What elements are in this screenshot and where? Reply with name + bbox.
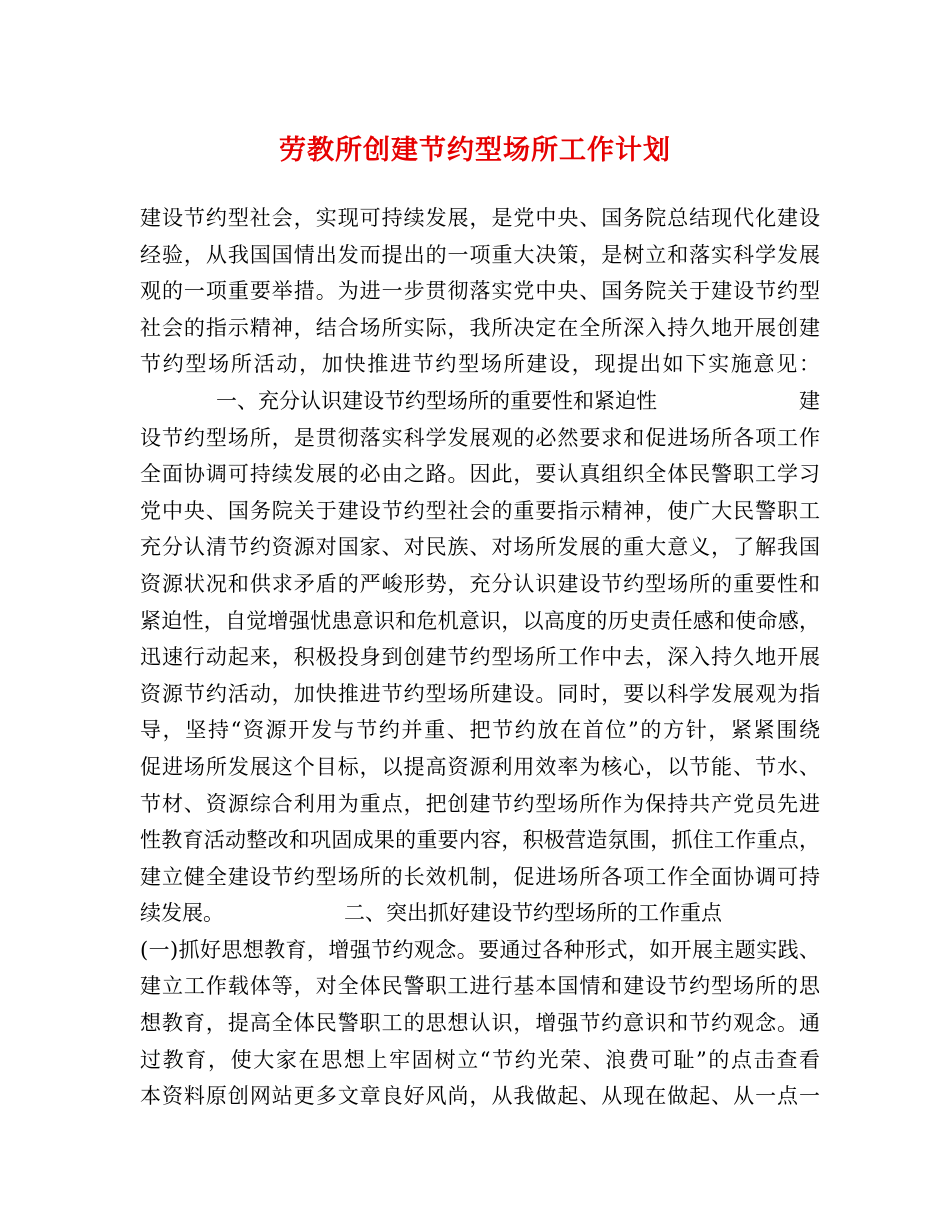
text-line-22: 建立工作载体等，对全体民警职工进行基本国情和建设节约型场所的思 [140, 974, 820, 999]
text-line-24: 过教育，使大家在思想上牢固树立“节约光荣、浪费可耻”的点击查看 [140, 1047, 820, 1072]
text-line-8: 全面协调可持续发展的必由之路。因此，要认真组织全体民警职工学习 [140, 462, 820, 487]
text-line-9: 党中央、国务院关于建设节约型社会的重要指示精神，使广大民警职工 [140, 498, 820, 523]
section-heading-1: 一、充分认识建设节约型场所的重要性和紧迫性 [216, 388, 657, 413]
page-title: 劳教所创建节约型场所工作计划 [279, 135, 671, 166]
section-heading-row-2 [140, 895, 820, 932]
text-line-11: 资源状况和供求矛盾的严峻形势，充分认识建设节约型场所的重要性和 [140, 571, 820, 596]
text-line-12: 紧迫性，自觉增强忧患意识和危机意识，以高度的历史责任感和使命感， [140, 608, 820, 633]
section-heading-row-1 [140, 383, 820, 420]
section-heading-1-tail: 建 [799, 388, 820, 413]
text-line-16: 促进场所发展这个目标，以提高资源利用效率为核心，以节能、节水、 [140, 754, 820, 779]
text-line-18: 性教育活动整改和巩固成果的重要内容，积极营造氛围，抓住工作重点， [140, 828, 820, 853]
text-line-2: 经验，从我国国情出发而提出的一项重大决策，是树立和落实科学发展 [140, 242, 820, 267]
text-line-25: 本资料原创网站更多文章良好风尚，从我做起、从现在做起、从一点一 [140, 1084, 820, 1109]
text-line-5: 节约型场所活动，加快推进节约型场所建设，现提出如下实施意见： [140, 352, 820, 377]
text-line-13: 迅速行动起来，积极投身到创建节约型场所工作中去，深入持久地开展 [140, 645, 820, 670]
section-heading-2: 二、突出抓好建设节约型场所的工作重点 [344, 901, 722, 926]
text-line-20-lead: 续发展。 [140, 901, 224, 926]
document-body [140, 200, 820, 1115]
text-line-17: 节材、资源综合利用为重点，把创建节约型场所作为保持共产党员先进 [140, 791, 820, 816]
text-line-4: 社会的指示精神，结合场所实际，我所决定在全所深入持久地开展创建 [140, 315, 820, 340]
text-line-15: 导，坚持“资源开发与节约并重、把节约放在首位”的方针，紧紧围绕 [140, 718, 820, 743]
text-line-3: 观的一项重要举措。为进一步贯彻落实党中央、国务院关于建设节约型 [140, 279, 820, 304]
text-line-10: 充分认清节约资源对国家、对民族、对场所发展的重大意义，了解我国 [140, 535, 820, 560]
text-line-7: 设节约型场所，是贯彻落实科学发展观的必然要求和促进场所各项工作 [140, 425, 820, 450]
text-line-21: (一)抓好思想教育，增强节约观念。要通过各种形式，如开展主题实践、 [140, 937, 820, 962]
text-line-1: 建设节约型社会，实现可持续发展，是党中央、国务院总结现代化建设 [140, 206, 820, 230]
text-line-23: 想教育，提高全体民警职工的思想认识，增强节约意识和节约观念。通 [140, 1011, 820, 1036]
text-line-19: 建立健全建设节约型场所的长效机制，促进场所各项工作全面协调可持 [140, 864, 820, 889]
text-line-14: 资源节约活动，加快推进节约型场所建设。同时，要以科学发展观为指 [140, 681, 820, 706]
